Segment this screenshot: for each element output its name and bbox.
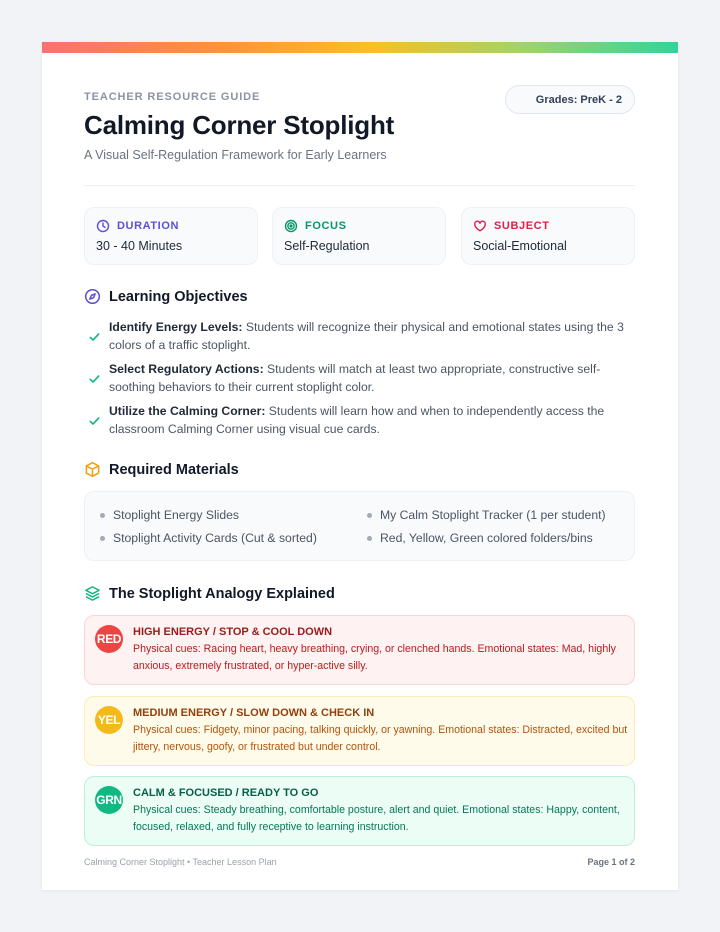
material-item xyxy=(367,508,606,522)
layers-icon xyxy=(84,585,101,602)
check-icon xyxy=(88,320,101,354)
objective-bold: Select Regulatory Actions: xyxy=(109,362,264,376)
yellow-level-title: MEDIUM ENERGY / SLOW DOWN & CHECK IN xyxy=(133,707,375,719)
green-badge: GRN xyxy=(95,786,123,814)
bullet-dot xyxy=(367,536,372,541)
document-page xyxy=(42,42,678,890)
duration-label: DURATION xyxy=(117,220,180,232)
yellow-level-desc: Physical cues: Fidgety, minor pacing, talking quickly, or yawning. Emotional states: Distracted, excited but jittery, nervous, goofy, or frustrated but under control. xyxy=(133,724,628,753)
bullet-dot xyxy=(367,513,372,518)
subject-card xyxy=(461,207,635,265)
grade-badge: Grades: PreK - 2 xyxy=(505,85,635,114)
red-level-title: HIGH ENERGY / STOP & COOL DOWN xyxy=(133,626,333,638)
box-icon xyxy=(84,461,101,478)
subject-label: SUBJECT xyxy=(494,220,550,232)
objective-item xyxy=(88,360,638,396)
page-subtitle: A Visual Self-Regulation Framework for Early Learners xyxy=(84,148,387,162)
clock-icon xyxy=(96,219,110,233)
page-title: Calming Corner Stoplight xyxy=(84,110,395,140)
objectives-title: Learning Objectives xyxy=(109,288,248,305)
materials-title: Required Materials xyxy=(109,461,239,478)
green-level-desc: Physical cues: Steady breathing, comfortable posture, alert and quiet. Emotional states: Happy, content, focused, relaxed, and fully receptive to learning instruction. xyxy=(133,804,620,833)
objective-text: Students will match at least two appropriate, constructive self-soothing behaviors to their current stoplight color. xyxy=(109,362,601,394)
objective-bold: Utilize the Calming Corner: xyxy=(109,404,266,418)
page-number: Page 1 of 2 xyxy=(587,857,635,867)
red-level-desc: Physical cues: Racing heart, heavy breathing, crying, or clenched hands. Emotional states: Mad, highly anxious, extremely frustrated, or hyper-active silly. xyxy=(133,643,616,672)
material-item xyxy=(100,508,239,522)
yellow-badge: YEL xyxy=(95,706,123,734)
green-level-card xyxy=(84,776,635,846)
objective-item xyxy=(88,318,638,354)
check-icon xyxy=(88,404,101,438)
header-divider xyxy=(84,185,635,186)
objective-item xyxy=(88,402,638,438)
duration-card xyxy=(84,207,258,265)
red-badge: RED xyxy=(95,625,123,653)
material-text: My Calm Stoplight Tracker (1 per student) xyxy=(380,508,606,522)
footer-left-text: Calming Corner Stoplight • Teacher Lesson Plan xyxy=(84,857,277,867)
subject-value: Social-Emotional xyxy=(473,239,567,253)
objective-text: Students will learn how and when to independently access the classroom Calming Corner using visual cue cards. xyxy=(109,404,605,436)
focus-card xyxy=(272,207,446,265)
target-icon xyxy=(284,219,298,233)
material-text: Red, Yellow, Green colored folders/bins xyxy=(380,531,593,545)
materials-heading xyxy=(84,461,239,478)
green-level-title: CALM & FOCUSED / READY TO GO xyxy=(133,787,319,799)
yellow-level-card xyxy=(84,696,635,766)
check-icon xyxy=(88,362,101,396)
bullet-dot xyxy=(100,536,105,541)
duration-value: 30 - 40 Minutes xyxy=(96,239,183,253)
objective-text: Students will recognize their physical and emotional states using the 3 colors of a traffic stoplight. xyxy=(109,320,624,352)
analogy-title: The Stoplight Analogy Explained xyxy=(109,585,335,602)
material-item xyxy=(367,531,593,545)
gradient-top-bar xyxy=(42,42,678,53)
compass-icon xyxy=(84,288,101,305)
heart-icon xyxy=(473,219,487,233)
red-level-card xyxy=(84,615,635,685)
bullet-dot xyxy=(100,513,105,518)
material-text: Stoplight Energy Slides xyxy=(113,508,240,522)
material-text: Stoplight Activity Cards (Cut & sorted) xyxy=(113,531,317,545)
objective-bold: Identify Energy Levels: xyxy=(109,320,243,334)
analogy-heading xyxy=(84,585,335,602)
materials-box xyxy=(84,491,635,561)
material-item xyxy=(100,531,317,545)
objectives-heading xyxy=(84,288,248,305)
resource-eyebrow: TEACHER RESOURCE GUIDE xyxy=(84,91,261,103)
focus-value: Self-Regulation xyxy=(284,239,370,253)
focus-label: FOCUS xyxy=(305,220,347,232)
